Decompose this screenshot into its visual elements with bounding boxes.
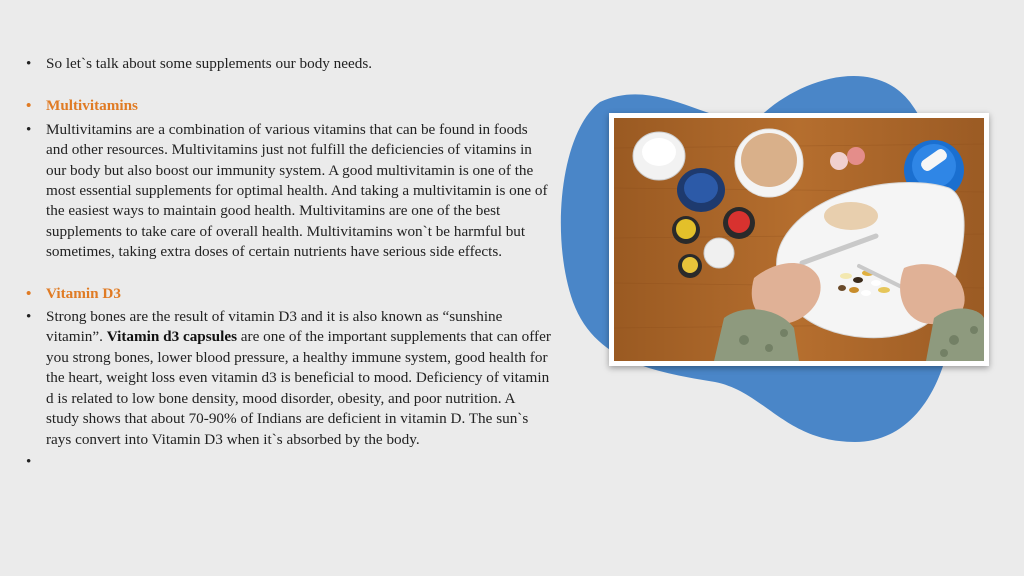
vitamin-d3-heading-bullet [26,284,551,304]
intro-text: So let`s talk about some supplements our body needs. [46,55,373,72]
supplements-photo [609,113,989,366]
vitamin-d3-capsules-bold: Vitamin d3 capsules [106,328,237,346]
bullet-glyph: • [26,97,32,115]
empty-bullet [26,452,551,472]
vitamin-d3-paragraph [46,307,551,450]
vitamin-d3-text-before: Strong bones are the result of vitamin D3 and it is also known as “sunshine vitamin”. [46,308,503,346]
vitamin-d3-bullet [26,307,551,450]
text-column [26,54,551,472]
bullet-glyph: • [26,452,32,470]
bullet-glyph: • [26,284,32,302]
multivitamins-heading: Multivitamins [46,97,138,115]
multivitamins-heading-bullet [26,96,551,116]
bullet-glyph: • [26,308,32,326]
bullet-glyph: • [26,120,32,138]
multivitamins-bullet [26,120,551,263]
supplements-photo-illustration [614,118,984,361]
vitamin-d3-text-after: are one of the important supplements that can offer you strong bones, lower blood pressure, a healthy immune system, good health for the heart, weight loss even vitamin d3 is beneficial to mood. Deficiency of vitamin d is related to low bone density, mood disorder, obesity, and poor nutrition. A study shows that about 70-90% of Indians are deficient in vitamin D. The sun`s rays convert into Vitamin D3 when it`s absorbed by the body. [46,328,551,448]
bullet-glyph: • [26,55,32,72]
intro-bullet [26,54,551,74]
multivitamins-paragraph: Multivitamins are a combination of various vitamins that can be found in foods and other resources. Multivitamins just not fulfill the deficiencies of vitamins in our body but also boost our immunity system. A good multivitamin is one of the most essential supplements for optimal health. And taking a multivitamin is one of the easiest ways to maintain good health. Multivitamins are one of the best supplements to take care of overall health. Multivitamins won`t be harmful but sometimes, taking extra doses of certain nutrients have serious side effects. [46,120,548,261]
vitamin-d3-heading: Vitamin D3 [46,284,121,302]
